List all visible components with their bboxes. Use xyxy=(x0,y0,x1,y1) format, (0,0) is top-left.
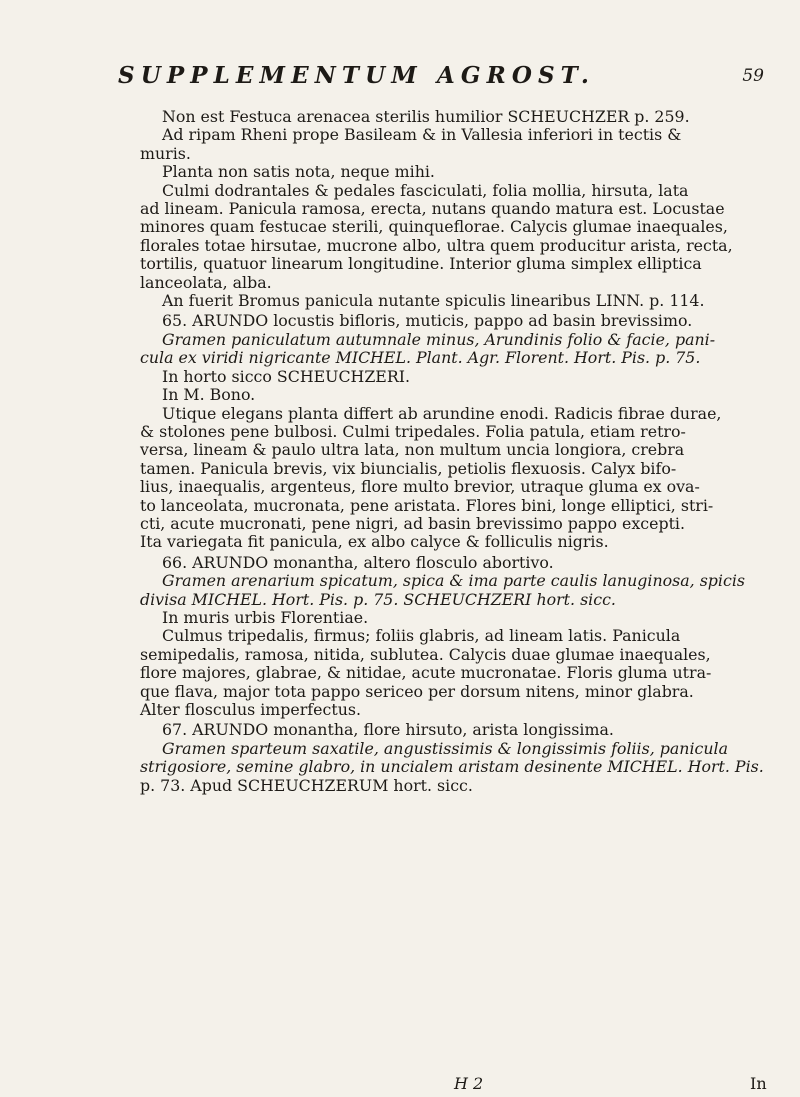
text-line: Culmus tripedalis, firmus; foliis glabris, ad lineam latis. Panicula xyxy=(162,626,681,646)
entry-heading-65: 65. ARUNDO locustis bifloris, muticis, pappo ad basin brevissimo. xyxy=(162,311,693,331)
text-line: p. 73. Apud SCHEUCHZERUM hort. sicc. xyxy=(140,775,473,795)
signature-mark: H 2 xyxy=(454,1074,484,1093)
text-line: Gramen arenarium spicatum, spica & ima parte caulis lanuginosa, spicis xyxy=(162,571,745,591)
text-line: Planta non satis nota, neque mihi. xyxy=(162,162,435,182)
text-line: Alter flosculus imperfectus. xyxy=(140,700,361,719)
text-line: Culmi dodrantales & pedales fasciculati, folia mollia, hirsuta, lata xyxy=(162,180,689,200)
text-line: cula ex viridi nigricante MICHEL. Plant. Agr. Florent. Hort. Pis. p. 75. xyxy=(140,348,701,368)
text-line: cti, acute mucronati, pene nigri, ad basin brevissimo pappo excepti. xyxy=(140,513,686,533)
text-line: In muris urbis Florentiae. xyxy=(162,607,369,627)
text-line: minores quam festucae sterili, quinqueflorae. Calycis glumae inaequales, xyxy=(140,217,728,237)
text-line: flore majores, glabrae, & nitidae, acute mucronatae. Floris gluma utra- xyxy=(140,663,712,683)
text-line: & stolones pene bulbosi. Culmi tripedales. Folia patula, etiam retro- xyxy=(140,421,686,441)
entry-heading-66: 66. ARUNDO monantha, altero flosculo abortivo. xyxy=(162,552,554,572)
text-line: semipedalis, ramosa, nitida, sublutea. Calycis duae glumae inaequales, xyxy=(140,644,711,664)
body-text xyxy=(140,108,770,795)
text-line: divisa MICHEL. Hort. Pis. p. 75. SCHEUCHZERI hort. sicc. xyxy=(140,589,616,609)
running-title: SUPPLEMENTUM AGROST. xyxy=(118,62,596,89)
text-line: lius, inaequalis, argenteus, flore multo brevior, utraque gluma ex ova- xyxy=(140,477,700,497)
text-line: florales totae hirsutae, mucrone albo, ultra quem producitur arista, recta, xyxy=(140,235,733,255)
text-line: tamen. Panicula brevis, vix biuncialis, petiolis flexuosis. Calyx bifo- xyxy=(140,458,677,478)
text-line: Ita variegata fit panicula, ex albo calyce & folliculis nigris. xyxy=(140,532,609,552)
text-line: ad lineam. Panicula ramosa, erecta, nutans quando matura est. Locustae xyxy=(140,199,725,219)
text-line: to lanceolata, mucronata, pene aristata. Flores bini, longe elliptici, stri- xyxy=(140,495,714,515)
text-line: Utique elegans planta differt ab arundine enodi. Radicis fibrae durae, xyxy=(162,403,722,423)
catchword: In xyxy=(750,1074,767,1093)
text-line: Ad ripam Rheni prope Basileam & in Vallesia inferiori in tectis & xyxy=(162,125,682,145)
text-line: tortilis, quatuor linearum longitudine. Interior gluma simplex elliptica xyxy=(140,254,702,274)
text-line: In M. Bono. xyxy=(162,385,256,405)
text-line: In horto sicco SCHEUCHZERI. xyxy=(162,366,410,386)
text-line: Gramen sparteum saxatile, angustissimis & longissimis foliis, panicula xyxy=(162,738,728,758)
page-footer xyxy=(0,1074,800,1094)
text-line: que flava, major tota pappo sericeo per dorsum nitens, minor glabra. xyxy=(140,681,694,701)
text-line: lanceolata, alba. xyxy=(140,272,272,292)
entry-heading-67: 67. ARUNDO monantha, flore hirsuto, arista longissima. xyxy=(162,720,614,740)
text-line: versa, lineam & paulo ultra lata, non multum uncia longiora, crebra xyxy=(140,440,685,460)
text-line: muris. xyxy=(140,143,191,163)
text-line: strigosiore, semine glabro, in uncialem aristam desinente MICHEL. Hort. Pis. xyxy=(140,757,764,777)
page-number: 59 xyxy=(742,66,764,86)
text-line: An fuerit Bromus panicula nutante spiculis linearibus LINN. p. 114. xyxy=(162,291,705,311)
running-header xyxy=(118,62,764,98)
text-line: Gramen paniculatum autumnale minus, Arundinis folio & facie, pani- xyxy=(162,329,716,349)
text-line: Non est Festuca arenacea sterilis humilior SCHEUCHZER p. 259. xyxy=(162,107,690,126)
